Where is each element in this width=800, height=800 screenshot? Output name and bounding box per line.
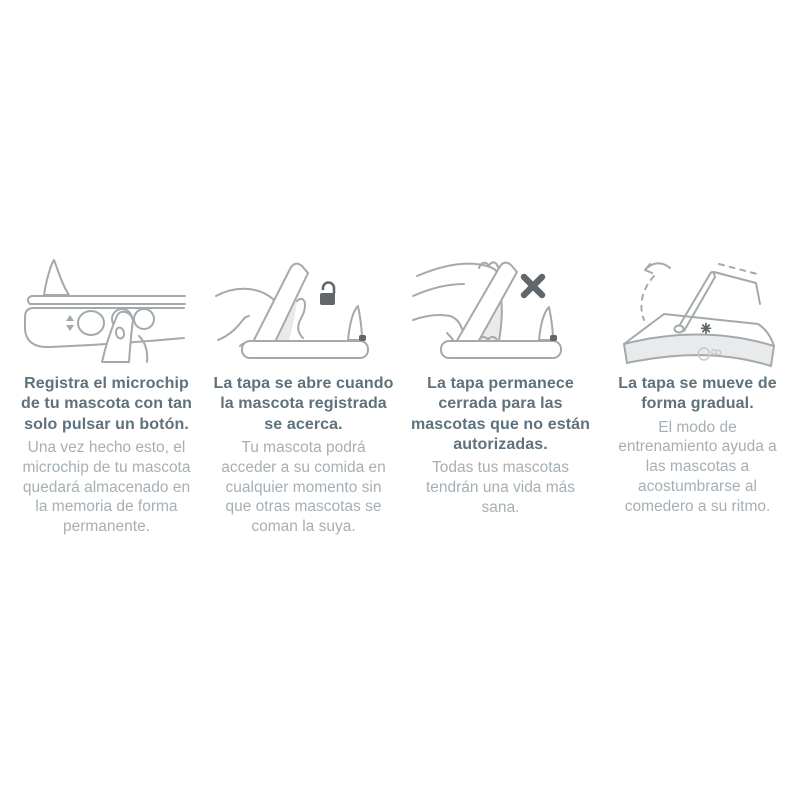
feature-body: Tu mascota podrá acceder a su comida en cualquier momento sin que otras mascotas se coman la suya.	[221, 438, 386, 536]
gradual-lid-training-icon	[608, 256, 788, 368]
feature-body: Todas tus mascotas tendrán una vida más sana.	[425, 459, 576, 516]
feature-heading: Registra el microchip de tu mascota con tan solo pulsar un botón.	[20, 375, 193, 433]
closed-feeder-denied-icon	[411, 256, 591, 368]
latch-dot	[359, 335, 366, 341]
feature-register-microchip	[8, 256, 205, 537]
motion-dashes	[641, 264, 761, 320]
unlock-icon	[320, 283, 335, 306]
closed-feeder-denied-illustration	[402, 256, 599, 368]
small-button-right	[134, 309, 154, 329]
up-down-arrows-icon	[66, 315, 74, 331]
feature-heading: La tapa permanece cerrada para las mascotas que no están autorizadas.	[410, 375, 591, 453]
feature-heading: La tapa se abre cuando la mascota registrada se acerca.	[213, 375, 394, 433]
gradual-lid-training-illustration	[599, 256, 796, 368]
feeder-base	[242, 341, 368, 358]
latch-dot	[550, 335, 557, 341]
feeder-button-press-illustration	[8, 256, 205, 368]
feature-gradual-lid	[599, 256, 796, 537]
feature-lid-stays-closed	[402, 256, 599, 537]
main-button	[78, 311, 104, 335]
rear-wall	[539, 307, 553, 340]
feature-lid-opens	[205, 256, 402, 537]
feature-body: Una vez hecho esto, el microchip de tu mascota quedará almacenado en la memoria de forma permanente.	[22, 438, 191, 536]
open-feeder-unlocked-illustration	[205, 256, 402, 368]
feature-heading: La tapa se mueve de forma gradual.	[618, 375, 777, 413]
sparkle-icon	[701, 324, 710, 334]
feature-body: El modo de entrenamiento ayuda a las mascotas a acostumbrarse al comedero a su ritmo.	[618, 418, 777, 515]
feeder-base	[441, 341, 561, 358]
rear-wall	[348, 306, 362, 340]
feeder-button-press-icon	[17, 256, 197, 368]
open-feeder-unlocked-icon	[214, 256, 394, 368]
training-arrow-icon	[645, 263, 670, 273]
x-mark-icon	[524, 277, 542, 295]
